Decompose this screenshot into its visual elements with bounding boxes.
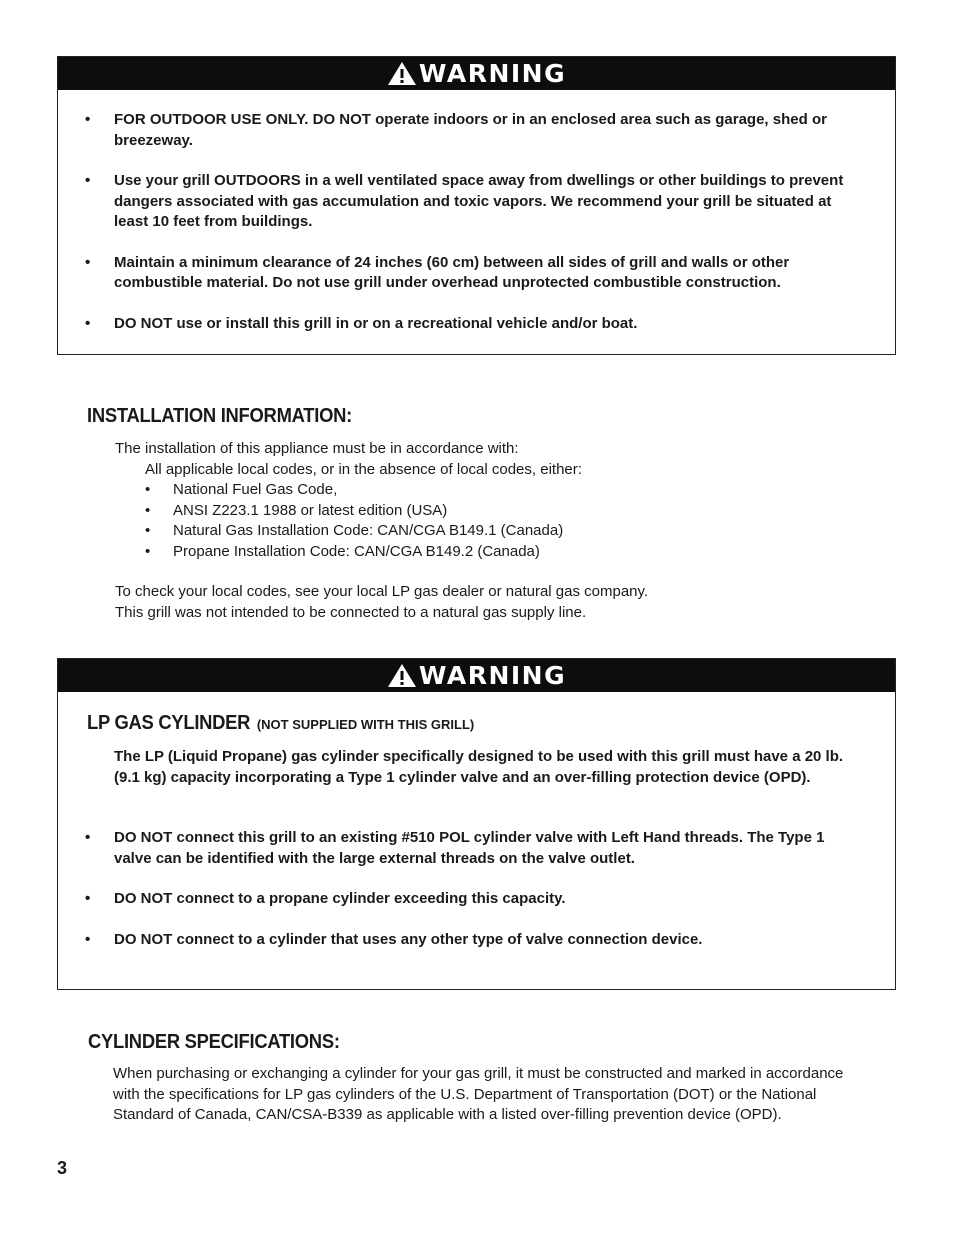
installation-intro: The installation of this appliance must be in accordance with: (115, 440, 519, 457)
list-item: • DO NOT use or install this grill in or on a recreational vehicle and/or boat. (85, 314, 638, 332)
installation-sub-block (115, 460, 875, 563)
cylinder-specs-heading: CYLINDER SPECIFICATIONS: (88, 1031, 340, 1053)
lp-cylinder-heading: LP GAS CYLINDER (NOT SUPPLIED WITH THIS GRILL) (87, 712, 475, 734)
installation-heading: INSTALLATION INFORMATION: (87, 405, 352, 427)
installation-body (115, 439, 875, 623)
list-item: • Natural Gas Installation Code: CAN/CGA B149.1 (Canada) (145, 522, 564, 539)
page-number: 3 (57, 1158, 68, 1178)
lp-warning-list (58, 828, 895, 950)
codes-list (145, 480, 875, 562)
list-item: • DO NOT connect to a cylinder that uses any other type of valve connection device. (85, 930, 703, 948)
warning-title: WARNING (418, 59, 567, 88)
list-item: • Use your grill OUTDOORS in a well ventilated space away from dwellings or other buildings to prevent dangers associated with gas accumulation and toxic vapors. We recommend your grill be situated at least 10 feet from buildings. (85, 172, 844, 230)
warning-header (58, 57, 895, 90)
cylinder-specs-body: When purchasing or exchanging a cylinder for your gas grill, it must be constructed and marked in accordance with the specifications for LP gas cylinders of the U.S. Department of Transportation (DOT) or the National Standard of Canada, CAN/CSA-B339 as applicable with a listed over-filling prevention device (OPD). (113, 1065, 844, 1123)
lp-cylinder-intro: The LP (Liquid Propane) gas cylinder specifically designed to be used with this grill must have a 20 lb. (9.1 kg) capacity incorporating a Type 1 cylinder valve and an over-filling protection device (OPD). (114, 748, 844, 786)
list-item: • National Fuel Gas Code, (145, 481, 338, 498)
installation-note-1: To check your local codes, see your local LP gas dealer or natural gas company. (115, 583, 649, 600)
installation-sub-intro: All applicable local codes, or in the absence of local codes, either: (145, 460, 582, 478)
list-item: • FOR OUTDOOR USE ONLY. DO NOT operate indoors or in an enclosed area such as garage, shed or breezeway. (85, 111, 827, 149)
list-item: • DO NOT connect to a propane cylinder exceeding this capacity. (85, 890, 566, 907)
warning-triangle-icon (387, 61, 417, 86)
lp-cylinder-heading-note: (NOT SUPPLIED WITH THIS GRILL) (256, 717, 475, 732)
warning-header (58, 659, 895, 692)
list-item: • ANSI Z223.1 1988 or latest edition (USA) (145, 501, 448, 519)
warning-title: WARNING (418, 661, 567, 690)
list-item: • Maintain a minimum clearance of 24 inches (60 cm) between all sides of grill and walls or other combustible material. Do not use grill under overhead unprotected combustible construction. (85, 253, 790, 291)
warning-box-outdoor-use (57, 56, 896, 355)
list-item: • DO NOT connect this grill to an existing #510 POL cylinder valve with Left Hand threads. The Type 1 valve can be identified with the large external threads on the valve outlet. (85, 829, 825, 867)
warning-list (58, 110, 895, 334)
installation-note-2: This grill was not intended to be connected to a natural gas supply line. (115, 603, 587, 621)
warning-triangle-icon (387, 663, 417, 688)
warning-box-lp-cylinder (57, 658, 896, 990)
list-item: • Propane Installation Code: CAN/CGA B149.2 (Canada) (145, 542, 540, 560)
